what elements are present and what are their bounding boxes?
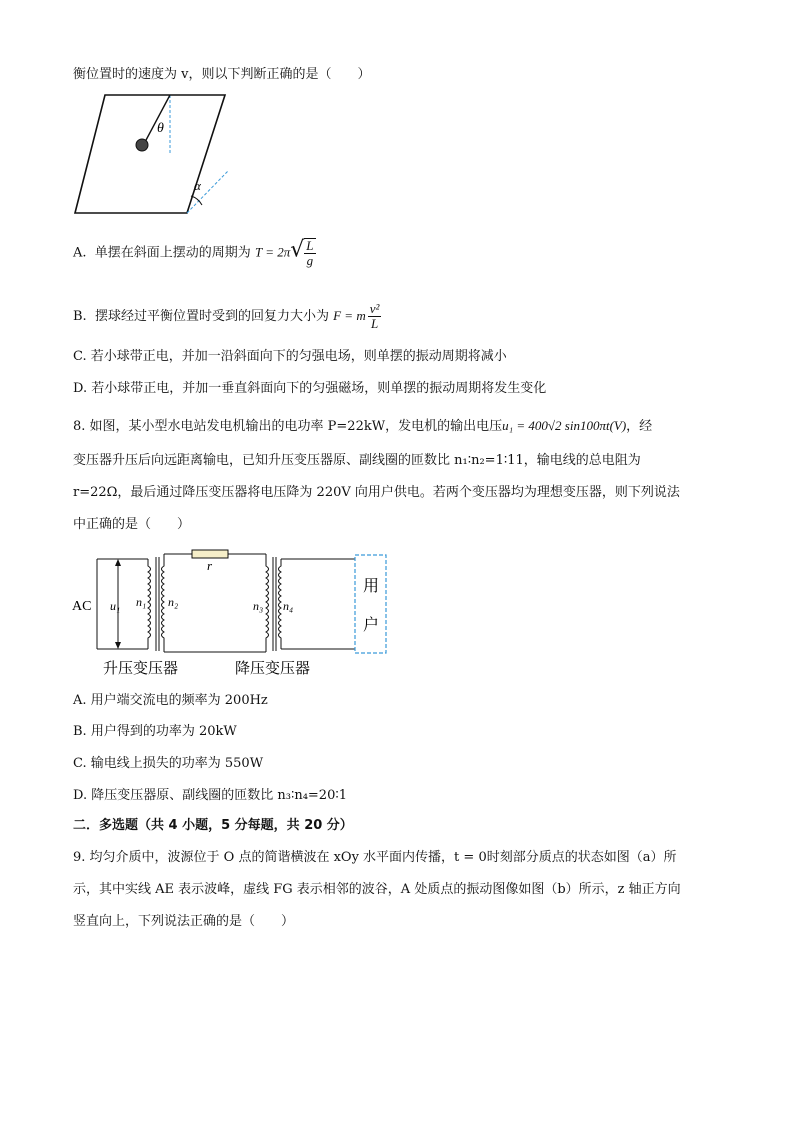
q7-option-d: D. 若小球带正电，并加一垂直斜面向下的匀强磁场，则单摆的振动周期将发生变化 <box>73 381 547 396</box>
section-2-heading: 二．多选题（共 4 小题，5 分每题，共 20 分） <box>73 818 353 833</box>
step-up-caption: 升压变压器 <box>103 661 179 677</box>
q7-option-b: B. 摆球经过平衡位置时受到的回复力大小为 F = m $\frac{\text{v²}}{L}$ <box>73 301 380 331</box>
q8-option-a: A. 用户端交流电的频率为 200Hz <box>73 693 268 708</box>
alpha-label: α <box>194 178 201 193</box>
n3-label: n₃ <box>253 599 264 613</box>
q7-option-a: A. 单摆在斜面上摆动的周期为 T = 2π√ $\frac{L}{g}$ <box>73 238 318 268</box>
n4-label: n₄ <box>283 599 294 613</box>
q8-line-4: 中正确的是（ ） <box>73 517 191 532</box>
q9-line-3: 竖直向上，下列说法正确的是（ ） <box>73 914 295 929</box>
n2-label: n₂ <box>168 595 179 609</box>
n1-label: n₁ <box>136 595 147 609</box>
r-label: r <box>207 558 213 573</box>
q8-option-d: D. 降压变压器原、副线圈的匝数比 n₃∶n₄=20∶1 <box>73 788 347 803</box>
step-down-caption: 降压变压器 <box>235 661 311 677</box>
q7-option-c: C. 若小球带正电，并加一沿斜面向下的匀强电场，则单摆的振动周期将减小 <box>73 349 507 364</box>
q7-stem-tail: 衡位置时的速度为 v，则以下判断正确的是（ ） <box>73 67 371 82</box>
q8-line-2: 变压器升压后向远距离输电，已知升压变压器原、副线圈的匝数比 n₁∶n₂=1∶11，输电线的总电阻为 <box>73 453 641 468</box>
q9-line-2: 示，其中实线 AE 表示波峰，虚线 FG 表示相邻的波谷，A 处质点的振动图像如图（b）所示，z 轴正方向 <box>73 882 681 897</box>
incline-pendulum-figure <box>70 92 240 220</box>
q8-line-1: 8. 如图，某小型水电站发电机输出的电功率 P=22kW，发电机的输出电压u₁ = 400√2 sin100πt(V)，经 <box>73 418 653 434</box>
u1-label: u₁ <box>110 599 121 613</box>
user-label-2: 户 <box>363 617 380 634</box>
theta-label: θ <box>157 121 164 136</box>
transformer-circuit-figure <box>70 548 400 682</box>
q8-option-b: B. 用户得到的功率为 20kW <box>73 724 237 739</box>
sqrt-symbol: √ $\frac{L}{g}$ <box>290 237 314 268</box>
user-label-1: 用 <box>363 578 380 595</box>
ac-label: AC <box>72 599 92 614</box>
q8-line-3: r=22Ω，最后通过降压变压器将电压降为 220V 向用户供电。若两个变压器均为理想变压器，则下列说法 <box>73 485 680 500</box>
q8-option-c: C. 输电线上损失的功率为 550W <box>73 756 264 771</box>
q9-line-1: 9. 均匀介质中，波源位于 O 点的简谐横波在 xOy 水平面内传播，t = 0时刻部分质点的状态如图（a）所 <box>73 850 677 865</box>
